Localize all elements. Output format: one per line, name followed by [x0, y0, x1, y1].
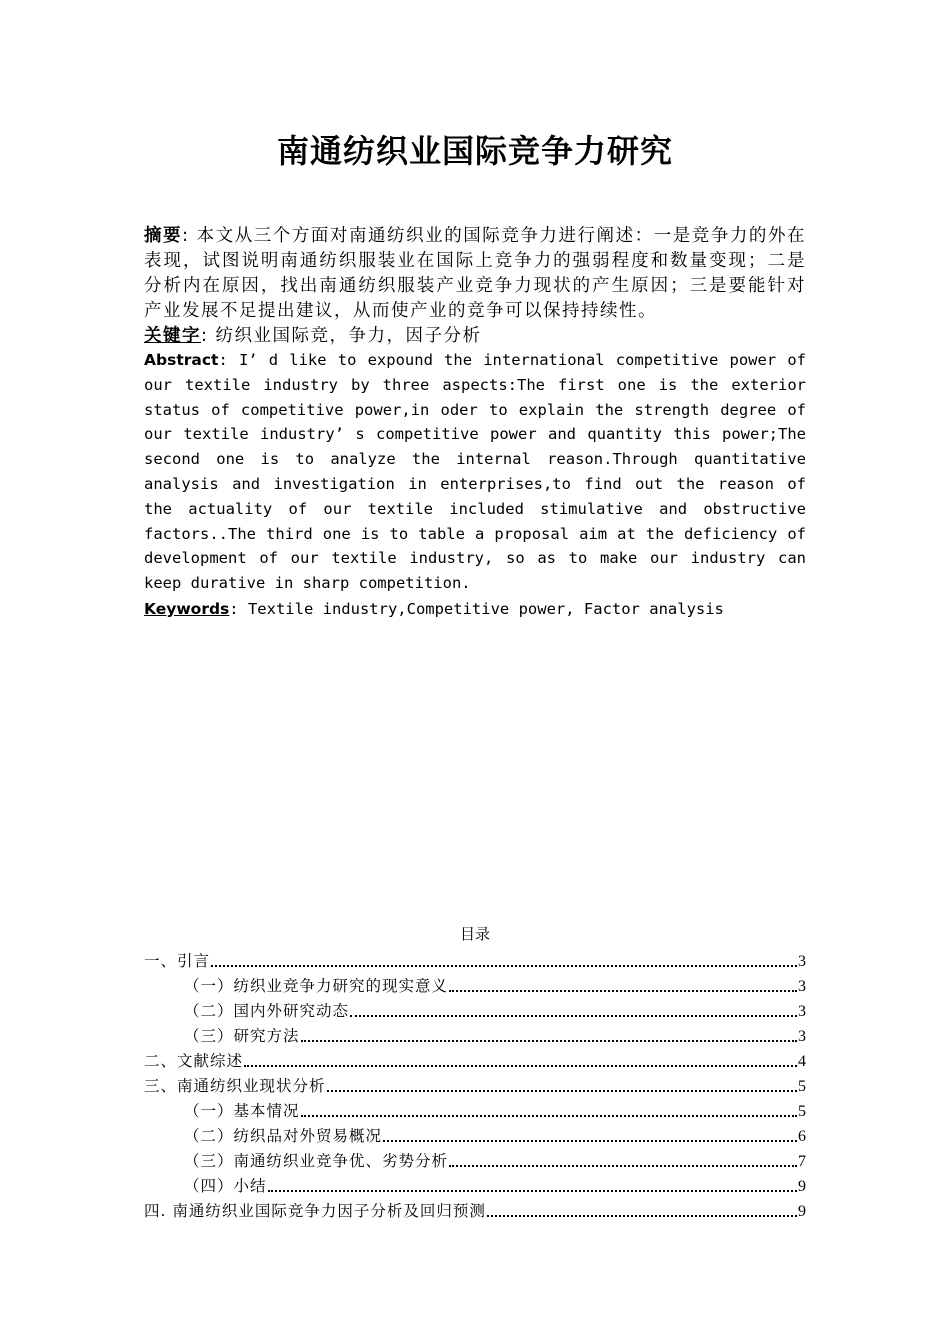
toc-entry-page: 4	[798, 1053, 806, 1070]
toc-entry-title: 四. 南通纺织业国际竞争力因子分析及回归预测	[144, 1202, 486, 1220]
toc-leader-dots	[487, 1214, 797, 1217]
toc-leader-dots	[449, 989, 797, 992]
chinese-keywords-separator: :	[201, 326, 216, 346]
english-keywords-text: Textile industry,Competitive power, Factor analysis	[247, 600, 724, 618]
toc-leader-dots	[383, 1139, 797, 1142]
toc-entry-page: 3	[798, 1003, 806, 1020]
toc-leader-dots	[211, 964, 797, 967]
toc-leader-dots	[301, 1039, 797, 1042]
toc-entry[interactable]	[144, 996, 806, 1021]
toc-entry[interactable]	[144, 1196, 806, 1221]
toc-entry-page: 3	[798, 953, 806, 970]
toc-entry[interactable]	[144, 1096, 806, 1121]
toc-entry[interactable]	[144, 1021, 806, 1046]
chinese-abstract-text: 本文从三个方面对南通纺织业的国际竞争力进行阐述：一是竞争力的外在表现，试图说明南通纺织服装业在国际上竞争力的强弱程度和数量变现；二是分析内在原因，找出南通纺织服装产业竞争力现状的产生原因；三是要能针对产业发展不足提出建议，从而使产业的竞争可以保持持续性。	[144, 226, 807, 321]
document-title: 南通纺织业国际竞争力研究	[276, 132, 673, 170]
toc-entry[interactable]	[144, 1071, 806, 1096]
toc-entry[interactable]	[144, 946, 806, 971]
english-abstract	[144, 348, 806, 596]
toc-entry-title: （一）基本情况	[184, 1102, 300, 1120]
toc-entry-page: 5	[798, 1103, 806, 1120]
english-abstract-label: Abstract	[144, 351, 219, 369]
toc-entry-title: （四）小结	[184, 1177, 267, 1195]
toc-leader-dots	[449, 1164, 797, 1167]
toc-entry-page: 5	[798, 1078, 806, 1095]
table-of-contents	[144, 946, 806, 1221]
toc-entry-page: 9	[798, 1178, 806, 1195]
chinese-keywords-text: 纺织业国际竞，争力，因子分析	[215, 326, 482, 346]
chinese-keywords	[144, 324, 806, 349]
english-keywords-separator: :	[229, 600, 248, 618]
chinese-abstract-separator: :	[182, 226, 197, 246]
toc-entry-page: 3	[798, 1028, 806, 1045]
toc-leader-dots	[244, 1064, 797, 1067]
toc-entry-title: （三）研究方法	[184, 1027, 300, 1045]
chinese-abstract	[144, 224, 806, 324]
toc-leader-dots	[268, 1189, 797, 1192]
english-keywords-label: Keywords	[144, 600, 230, 618]
toc-entry[interactable]	[144, 1121, 806, 1146]
toc-entry-title: （一）纺织业竞争力研究的现实意义	[184, 977, 449, 995]
toc-entry[interactable]	[144, 1171, 806, 1196]
toc-entry-page: 6	[798, 1128, 806, 1145]
toc-entry[interactable]	[144, 1146, 806, 1171]
toc-heading: 目录	[459, 925, 490, 943]
toc-entry-title: （二）国内外研究动态	[184, 1002, 350, 1020]
chinese-keywords-label: 关键字	[144, 326, 201, 346]
toc-entry-title: （二）纺织品对外贸易概况	[184, 1127, 383, 1145]
english-abstract-text: I’ d like to expound the international competitive power of our textile industry by three aspects:The first one is the exterior status of competitive power,in oder to explain the strength degree of our textile industry’ s competitive power and quantity this power;The second one is to analyze the internal reason.Through quantitative analysis and investigation in enterprises,to find out the reason of the actuality of our textile included stimulative and obstructive factors..The third one is to table a proposal aim at the deficiency of development of our textile industry, so as to make our industry can keep durative in sharp competition.	[144, 351, 806, 593]
toc-leader-dots	[327, 1089, 797, 1092]
toc-entry-title: 二、文献综述	[144, 1052, 244, 1070]
toc-entry-page: 3	[798, 978, 806, 995]
chinese-abstract-label: 摘要	[144, 226, 183, 246]
english-keywords	[144, 597, 806, 622]
toc-leader-dots	[301, 1114, 797, 1117]
toc-entry-page: 7	[798, 1153, 806, 1170]
toc-entry-title: 一、引言	[144, 952, 211, 970]
english-abstract-separator: :	[218, 351, 239, 369]
toc-entry[interactable]	[144, 1046, 806, 1071]
toc-entry-title: （三）南通纺织业竞争优、劣势分析	[184, 1152, 449, 1170]
toc-entry-page: 9	[798, 1203, 806, 1220]
toc-entry-title: 三、南通纺织业现状分析	[144, 1077, 326, 1095]
toc-entry[interactable]	[144, 971, 806, 996]
toc-leader-dots	[350, 1014, 797, 1017]
